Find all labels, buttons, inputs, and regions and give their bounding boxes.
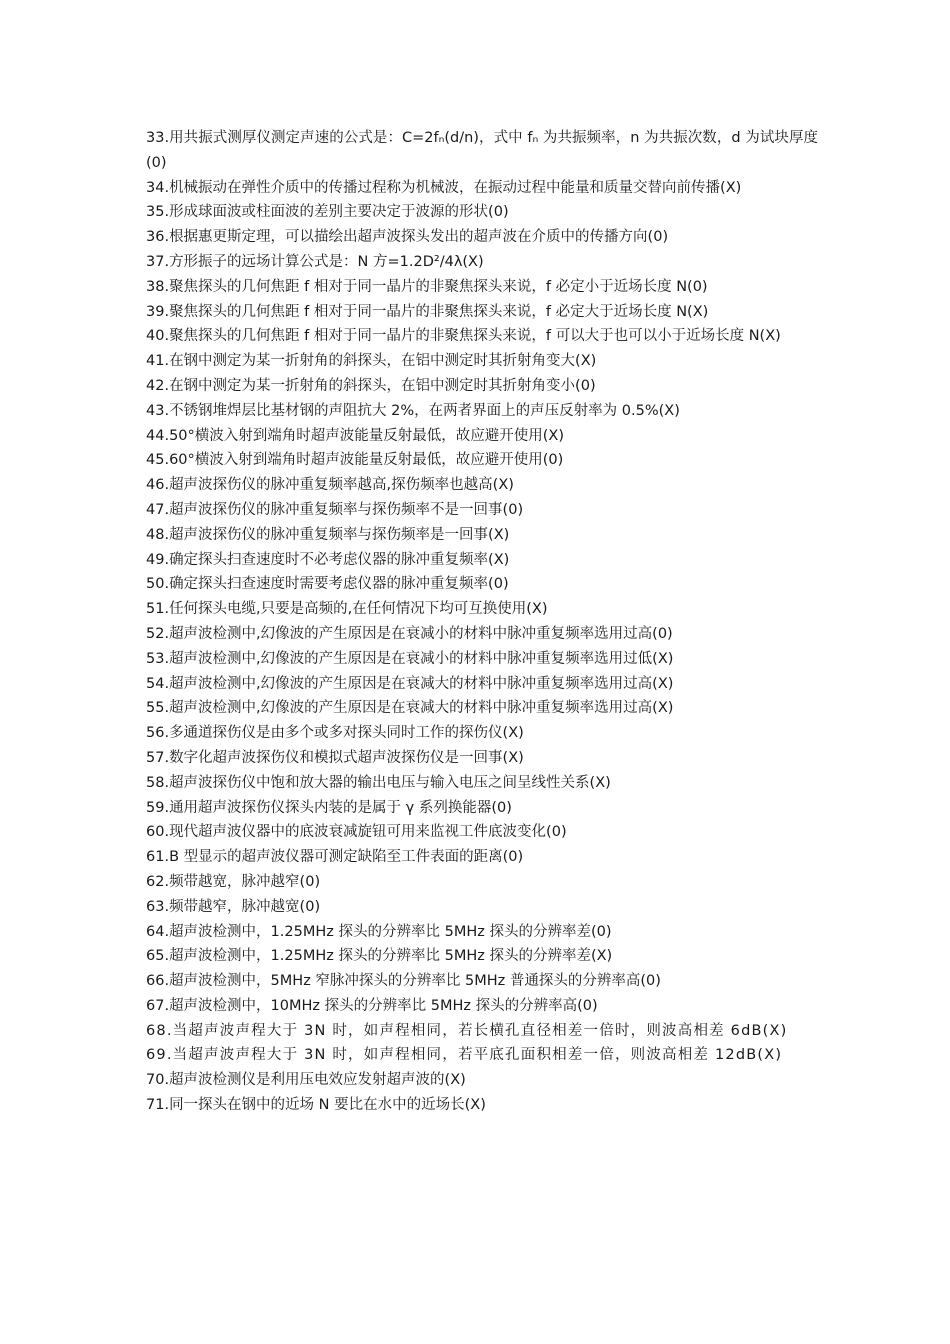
question-item — [146, 200, 818, 225]
question-text: 根据惠更斯定理，可以描绘出超声波探头发出的超声波在介质中的传播方向(0) — [169, 229, 669, 246]
question-number: 60. — [146, 824, 170, 841]
question-text: 机械振动在弹性介质中的传播过程称为机械波，在振动过程中能量和质量交替向前传播(X) — [169, 179, 742, 196]
question-number: 36. — [146, 229, 170, 246]
question-number: 52. — [146, 625, 170, 642]
question-item — [146, 275, 818, 300]
question-item — [146, 176, 818, 201]
question-number: 63. — [146, 898, 170, 915]
question-text: 当超声波声程大于 3N 时，如声程相同，若长横孔直径相差一倍时，则波高相差 6dB(X) — [172, 1022, 788, 1039]
question-text: 超声波检测中,幻像波的产生原因是在衰减大的材料中脉冲重复频率选用过高(X) — [169, 675, 674, 692]
question-item — [146, 721, 818, 746]
question-item — [146, 944, 818, 969]
question-item — [146, 696, 818, 721]
question-item — [146, 424, 818, 449]
question-item — [146, 498, 818, 523]
question-number: 35. — [146, 204, 170, 221]
question-number: 50. — [146, 576, 170, 593]
question-number: 47. — [146, 501, 170, 518]
question-text: 超声波探伤仪的脉冲重复频率与探伤频率不是一回事(0) — [169, 501, 524, 518]
question-number: 59. — [146, 799, 170, 816]
question-item — [146, 225, 818, 250]
question-number: 34. — [146, 179, 170, 196]
question-number: 37. — [146, 253, 170, 270]
question-number: 62. — [146, 873, 170, 890]
question-item — [146, 746, 818, 771]
question-text: 超声波检测中，5MHz 窄脉冲探头的分辨率比 5MHz 普通探头的分辨率高(0) — [169, 973, 661, 990]
question-number: 64. — [146, 923, 170, 940]
question-text: 超声波检测中，1.25MHz 探头的分辨率比 5MHz 探头的分辨率差(X) — [169, 948, 613, 965]
question-number: 53. — [146, 650, 170, 667]
question-item — [146, 1019, 818, 1044]
question-number: 39. — [146, 303, 170, 320]
question-text: 超声波检测中,幻像波的产生原因是在衰减小的材料中脉冲重复频率选用过高(0) — [169, 625, 673, 642]
question-number: 40. — [146, 328, 170, 345]
question-text: 在钢中测定为某一折射角的斜探头，在铝中测定时其折射角变大(X) — [169, 353, 597, 370]
question-text: 方形振子的远场计算公式是：N 方=1.2D²/4λ(X) — [169, 253, 484, 270]
question-text: 超声波检测仪是利用压电效应发射超声波的(X) — [169, 1072, 466, 1089]
question-item — [146, 374, 818, 399]
question-item — [146, 250, 818, 275]
question-number: 43. — [146, 402, 170, 419]
question-text: 50°横波入射到端角时超声波能量反射最低，故应避开使用(X) — [169, 427, 565, 444]
question-number: 68. — [146, 1022, 173, 1039]
question-text: 同一探头在钢中的近场 N 要比在水中的近场长(X) — [169, 1097, 486, 1114]
question-item — [146, 349, 818, 374]
question-text: 多通道探伤仪是由多个或多对探头同时工作的探伤仪(X) — [169, 725, 524, 742]
question-text: 确定探头扫查速度时需要考虑仪器的脉冲重复频率(0) — [169, 576, 509, 593]
question-number: 51. — [146, 601, 170, 618]
question-text: 超声波检测中,幻像波的产生原因是在衰减大的材料中脉冲重复频率选用过高(X) — [169, 700, 674, 717]
question-text: 频带越宽，脉冲越窄(0) — [169, 873, 321, 890]
question-number: 54. — [146, 675, 170, 692]
question-text: B 型显示的超声波仪器可测定缺陷至工件表面的距离(0) — [169, 849, 524, 866]
question-item — [146, 473, 818, 498]
question-number: 56. — [146, 725, 170, 742]
question-number: 49. — [146, 551, 170, 568]
question-text: 形成球面波或柱面波的差别主要决定于波源的形状(0) — [169, 204, 509, 221]
question-item — [146, 1043, 818, 1068]
question-text: 超声波探伤仪的脉冲重复频率越高,探伤频率也越高(X) — [169, 477, 514, 494]
question-item — [146, 523, 818, 548]
question-number: 38. — [146, 278, 170, 295]
question-item — [146, 126, 818, 176]
question-text: 用共振式测厚仪测定声速的公式是：C=2fₙ(d/n)，式中 fₙ 为共振频率，n 为共振次数，d 为试块厚度(0) — [146, 130, 818, 171]
question-item — [146, 994, 818, 1019]
question-text: 超声波检测中，10MHz 探头的分辨率比 5MHz 探头的分辨率高(0) — [169, 997, 598, 1014]
question-item — [146, 622, 818, 647]
question-text: 聚焦探头的几何焦距 f 相对于同一晶片的非聚焦探头来说，f 必定大于近场长度 N(X) — [169, 303, 709, 320]
question-text: 当超声波声程大于 3N 时，如声程相同，若平底孔面积相差一倍，则波高相差 12dB(X) — [172, 1047, 783, 1064]
question-number: 33. — [146, 130, 170, 146]
question-item — [146, 820, 818, 845]
question-item — [146, 1093, 818, 1118]
question-item — [146, 920, 818, 945]
question-item — [146, 572, 818, 597]
question-item — [146, 548, 818, 573]
question-text: 超声波探伤仪的脉冲重复频率与探伤频率是一回事(X) — [169, 526, 510, 543]
question-text: 任何探头电缆,只要是高频的,在任何情况下均可互换使用(X) — [169, 601, 548, 618]
question-number: 66. — [146, 973, 170, 990]
question-item — [146, 324, 818, 349]
question-text: 通用超声波探伤仪探头内装的是属于 γ 系列换能器(0) — [169, 799, 512, 816]
question-number: 55. — [146, 700, 170, 717]
question-item — [146, 796, 818, 821]
question-number: 71. — [146, 1097, 170, 1114]
question-item — [146, 300, 818, 325]
question-item — [146, 771, 818, 796]
question-text: 超声波检测中，1.25MHz 探头的分辨率比 5MHz 探头的分辨率差(0) — [169, 923, 612, 940]
question-item — [146, 672, 818, 697]
question-number: 58. — [146, 774, 170, 791]
question-text: 不锈钢堆焊层比基材钢的声阻抗大 2%，在两者界面上的声压反射率为 0.5%(X) — [169, 402, 680, 419]
question-number: 46. — [146, 477, 170, 494]
question-number: 67. — [146, 997, 170, 1014]
question-item — [146, 870, 818, 895]
question-number: 44. — [146, 427, 170, 444]
question-item — [146, 895, 818, 920]
question-number: 42. — [146, 377, 170, 394]
question-number: 61. — [146, 849, 170, 866]
question-number: 65. — [146, 948, 170, 965]
question-number: 70. — [146, 1072, 170, 1089]
question-item — [146, 597, 818, 622]
question-text: 数字化超声波探伤仪和模拟式超声波探伤仪是一回事(X) — [169, 749, 524, 766]
question-item — [146, 1068, 818, 1093]
question-text: 在钢中测定为某一折射角的斜探头，在铝中测定时其折射角变小(0) — [169, 377, 596, 394]
question-text: 超声波探伤仪中饱和放大器的输出电压与输入电压之间呈线性关系(X) — [169, 774, 611, 791]
question-number: 57. — [146, 749, 170, 766]
question-item — [146, 647, 818, 672]
question-item — [146, 399, 818, 424]
question-list — [146, 126, 818, 1118]
question-text: 聚焦探头的几何焦距 f 相对于同一晶片的非聚焦探头来说，f 可以大于也可以小于近场长度 N(X) — [169, 328, 781, 345]
question-number: 48. — [146, 526, 170, 543]
question-item — [146, 845, 818, 870]
question-number: 45. — [146, 452, 170, 469]
question-text: 频带越窄，脉冲越宽(0) — [169, 898, 321, 915]
question-text: 确定探头扫查速度时不必考虑仪器的脉冲重复频率(X) — [169, 551, 510, 568]
question-text: 60°横波入射到端角时超声波能量反射最低，故应避开使用(0) — [169, 452, 564, 469]
question-number: 41. — [146, 353, 170, 370]
question-text: 聚焦探头的几何焦距 f 相对于同一晶片的非聚焦探头来说，f 必定小于近场长度 N(0) — [169, 278, 708, 295]
question-number: 69. — [146, 1047, 173, 1064]
question-item — [146, 448, 818, 473]
question-text: 超声波检测中,幻像波的产生原因是在衰减小的材料中脉冲重复频率选用过低(X) — [169, 650, 674, 667]
question-text: 现代超声波仪器中的底波衰减旋钮可用来监视工件底波变化(0) — [169, 824, 567, 841]
question-item — [146, 969, 818, 994]
